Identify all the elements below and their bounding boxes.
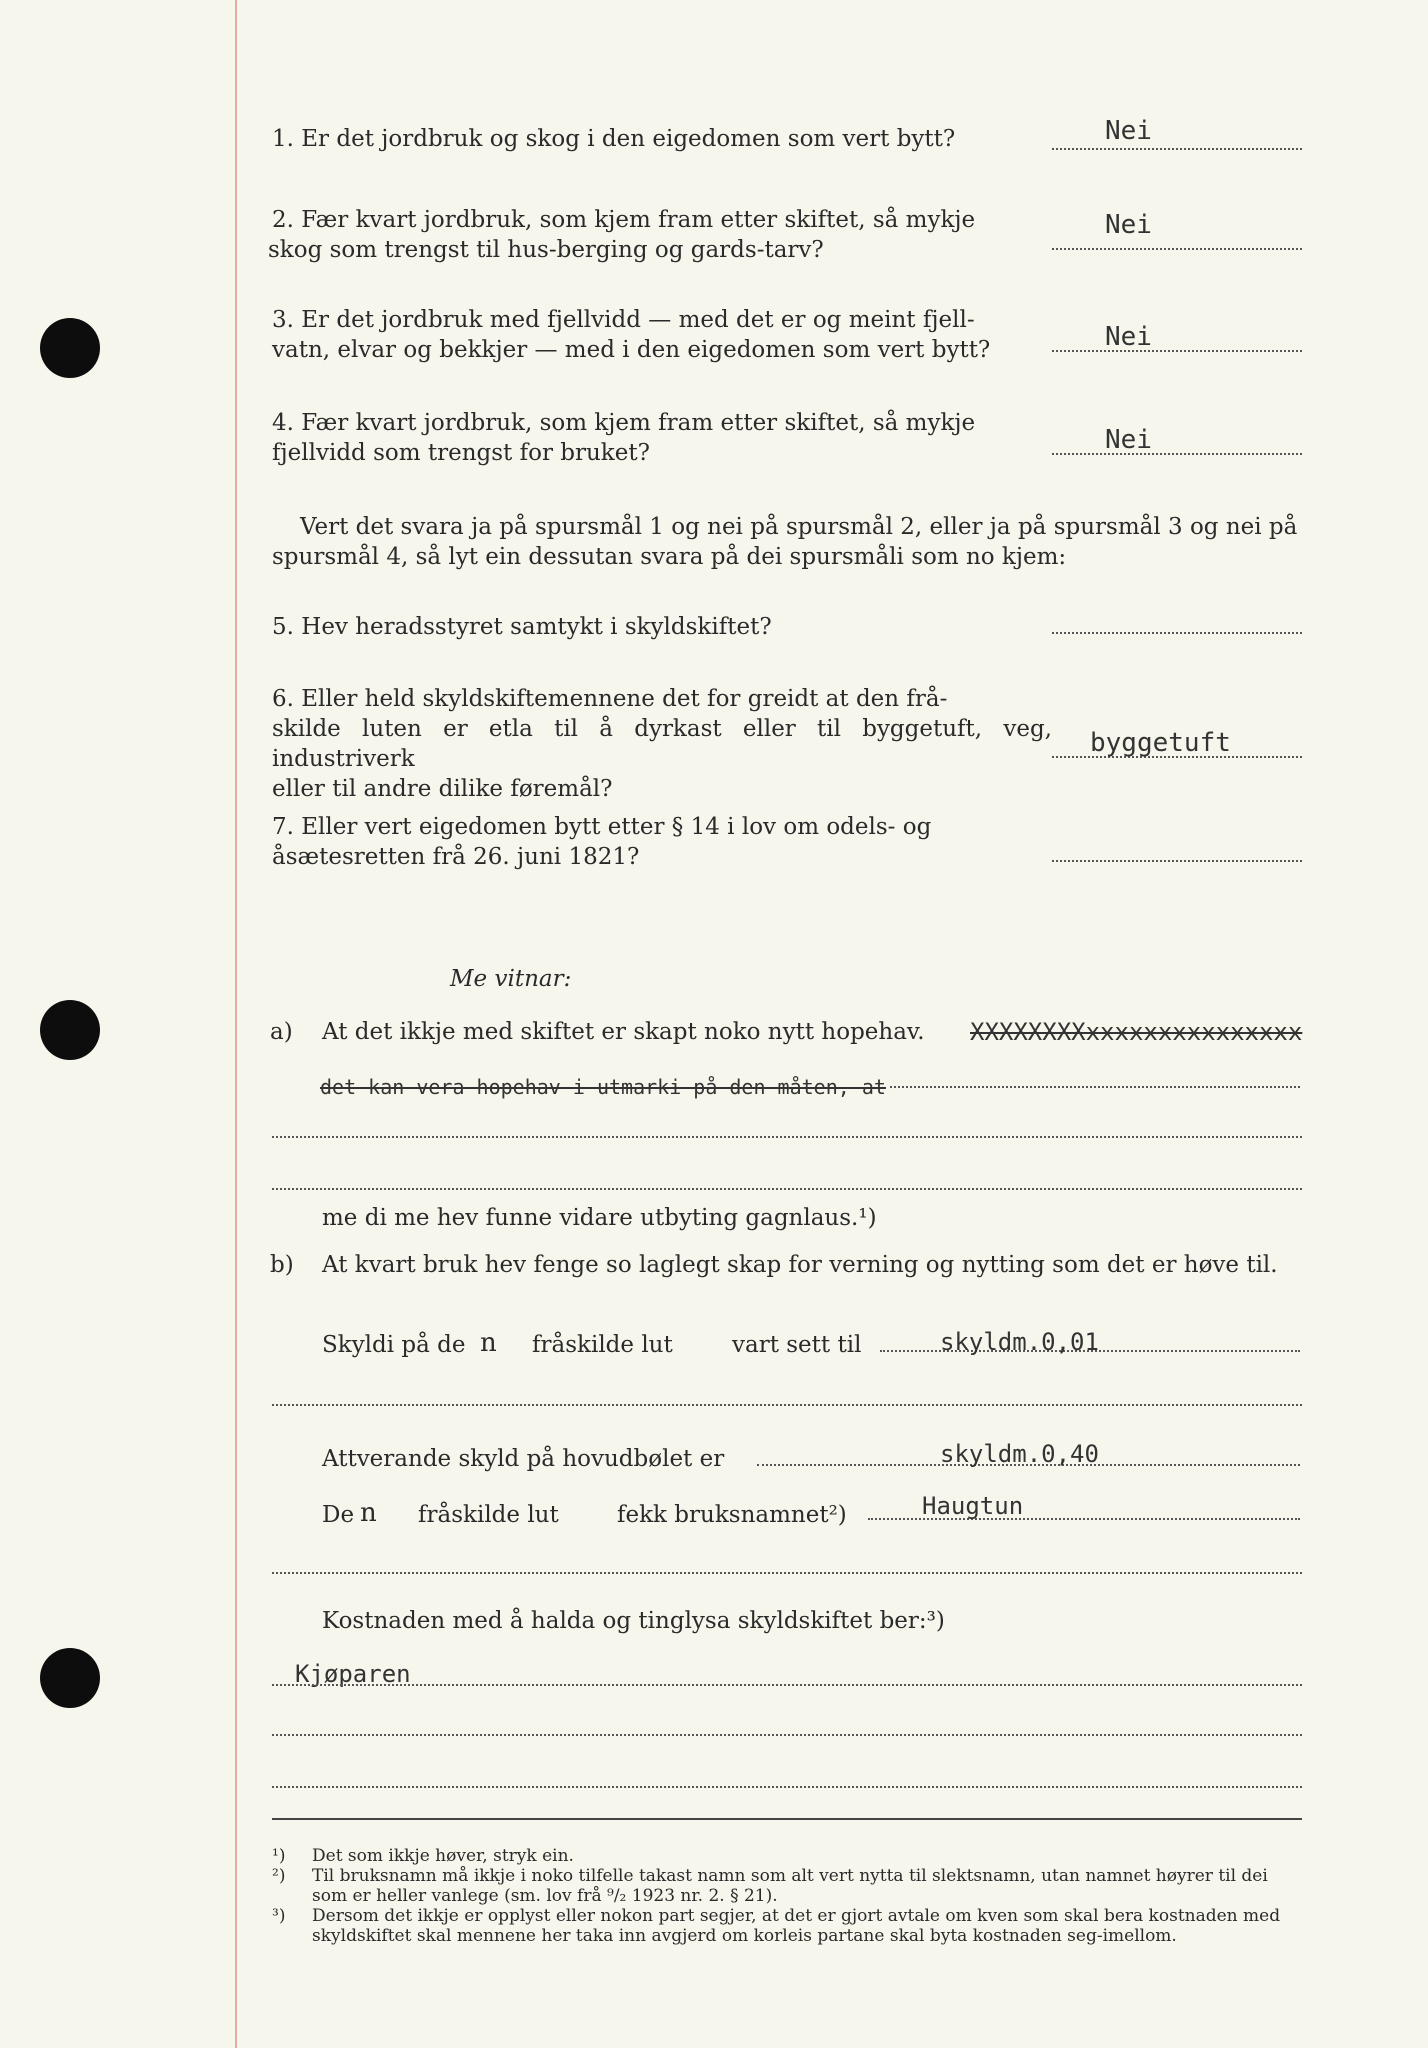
- name-value: Haugtun: [922, 1492, 1024, 1520]
- dotted-line: [272, 1136, 1302, 1138]
- punch-hole-middle: [40, 1000, 100, 1060]
- dotted-line: [272, 1572, 1302, 1574]
- name-label-2: fråskilde lut: [418, 1502, 559, 1528]
- item-b-text: At kvart bruk hev fenge so laglegt skap for verning og nytting som det er høve til.: [322, 1252, 1278, 1278]
- footnote: [272, 1906, 1302, 1946]
- dotted-line: [272, 1404, 1302, 1406]
- answer-4: Nei: [1105, 425, 1152, 455]
- answer-3: Nei: [1105, 322, 1152, 352]
- question-text-line: skilde luten er etla til å dyrkast eller til byggetuft, veg, industriverk: [272, 716, 1052, 772]
- question-2: [268, 205, 1052, 265]
- answer-2: Nei: [1105, 210, 1152, 240]
- question-number: 3.: [272, 307, 294, 333]
- question-text-line: [272, 408, 1052, 438]
- answer-line-5: [1052, 632, 1302, 634]
- question-text: Fær kvart jordbruk, som kjem fram etter skiftet, så mykje: [301, 207, 976, 233]
- question-number: 4.: [272, 410, 294, 436]
- punch-hole-top: [40, 318, 100, 378]
- remain-value: skyldm.0,40: [940, 1440, 1099, 1468]
- answer-6: byggetuft: [1090, 728, 1231, 758]
- question-text-line: skog som trengst til hus-berging og gards-tarv?: [268, 237, 824, 263]
- intro-paragraph: Vert det svara ja på spursmål 1 og nei på spursmål 2, eller ja på spursmål 3 og nei på spursmål 4, så lyt ein dessutan svara på dei spursmåli som no kjem:: [272, 514, 1298, 570]
- skyld-label-2: fråskilde lut: [532, 1332, 673, 1358]
- question-text-line: [272, 684, 1052, 714]
- question-text: Eller held skyldskiftemennene det for greidt at den frå-: [301, 686, 948, 712]
- struck-text-1: XXXXXXXXxxxxxxxxxxxxxxx: [970, 1018, 1303, 1046]
- question-text-line: fjellvidd som trengst for bruket?: [272, 440, 650, 466]
- skyld-label-3: vart sett til: [732, 1332, 862, 1358]
- question-3: [272, 305, 1052, 365]
- item-a-label: a): [270, 1019, 293, 1045]
- question-number: 2.: [272, 207, 294, 233]
- question-4: [272, 408, 1052, 468]
- question-text-line: [272, 205, 1052, 235]
- question-text-line: eller til andre dilike føremål?: [272, 776, 613, 802]
- dotted-line: [890, 1086, 1300, 1088]
- margin-line: [235, 0, 237, 2048]
- struck-text-2: det kan vera hopehav i utmarki på den måten, at: [320, 1075, 886, 1099]
- witness-heading: Me vitnar:: [450, 966, 572, 992]
- item-a-end: me di me hev funne vidare utbyting gagnlaus.¹): [322, 1205, 877, 1231]
- answer-line-1: [1052, 148, 1302, 150]
- question-text: Er det jordbruk og skog i den eigedomen som vert bytt?: [301, 126, 956, 152]
- skyld-value: skyldm.0,01: [940, 1328, 1099, 1356]
- question-text-line: vatn, elvar og bekkjer — med i den eigedomen som vert bytt?: [272, 337, 991, 363]
- answer-line-2: [1052, 248, 1302, 250]
- skyld-handwritten: n: [480, 1328, 497, 1358]
- answer-1: Nei: [1105, 116, 1152, 146]
- question-number: 5.: [272, 614, 294, 640]
- dotted-line: [272, 1734, 1302, 1736]
- dotted-line: [272, 1786, 1302, 1788]
- footnote-number: ²): [272, 1866, 286, 1886]
- question-7: [272, 812, 1052, 872]
- footnote-text: Det som ikkje høver, stryk ein.: [312, 1846, 574, 1866]
- question-text: Hev heradsstyret samtykt i skyldskiftet?: [301, 614, 772, 640]
- question-text-line: åsætesretten frå 26. juni 1821?: [272, 844, 640, 870]
- cost-label: Kostnaden med å halda og tinglysa skyldskiftet ber:³): [322, 1608, 945, 1634]
- footnote-divider: [272, 1818, 1302, 1820]
- item-a-text: At det ikkje med skiftet er skapt noko nytt hopehav.: [322, 1019, 925, 1045]
- question-text: Er det jordbruk med fjellvidd — med det er og meint fjell-: [301, 307, 975, 333]
- cost-value: Kjøparen: [295, 1660, 411, 1688]
- name-handwritten: n: [360, 1498, 377, 1528]
- dotted-line: [272, 1188, 1302, 1190]
- question-text-line: [272, 305, 1052, 335]
- footnote-number: ³): [272, 1906, 286, 1926]
- answer-line-4: [1052, 453, 1302, 455]
- question-1: [272, 124, 1052, 154]
- answer-line-7: [1052, 860, 1302, 862]
- item-b-label: b): [270, 1252, 294, 1278]
- answer-line-3: [1052, 350, 1302, 352]
- question-5: [272, 612, 1052, 642]
- question-number: 6.: [272, 686, 294, 712]
- footnote-text: Dersom det ikkje er opplyst eller nokon part segjer, at det er gjort avtale om kven som skal bera kostnaden med skyldskiftet skal mennene her taka inn avgjerd om korleis partane skal byta kostnaden seg-imellom.: [312, 1906, 1281, 1946]
- footnote-text: Til bruksnamn må ikkje i noko tilfelle takast namn som alt vert nytta til slektsnamn, utan namnet høyrer til dei som er heller vanlege (sm. lov frå ⁹/₂ 1923 nr. 2. § 21).: [312, 1866, 1268, 1906]
- footnote: [272, 1866, 1302, 1906]
- footnote-number: ¹): [272, 1846, 286, 1866]
- question-6: [272, 684, 1052, 804]
- footnote: [272, 1846, 1302, 1866]
- question-text: Eller vert eigedomen bytt etter § 14 i lov om odels- og: [301, 814, 932, 840]
- question-text: Fær kvart jordbruk, som kjem fram etter skiftet, så mykje: [301, 410, 976, 436]
- punch-hole-bottom: [40, 1648, 100, 1708]
- question-number: 7.: [272, 814, 294, 840]
- question-text-line: [272, 812, 1052, 842]
- skyld-label: Skyldi på de: [322, 1332, 466, 1358]
- footnotes: [272, 1846, 1302, 1946]
- name-label-3: fekk bruksnamnet²): [617, 1502, 847, 1528]
- dotted-line: [272, 1684, 1302, 1686]
- question-number: 1.: [272, 126, 294, 152]
- remain-label: Attverande skyld på hovudbølet er: [322, 1446, 725, 1472]
- name-label: De: [322, 1502, 355, 1528]
